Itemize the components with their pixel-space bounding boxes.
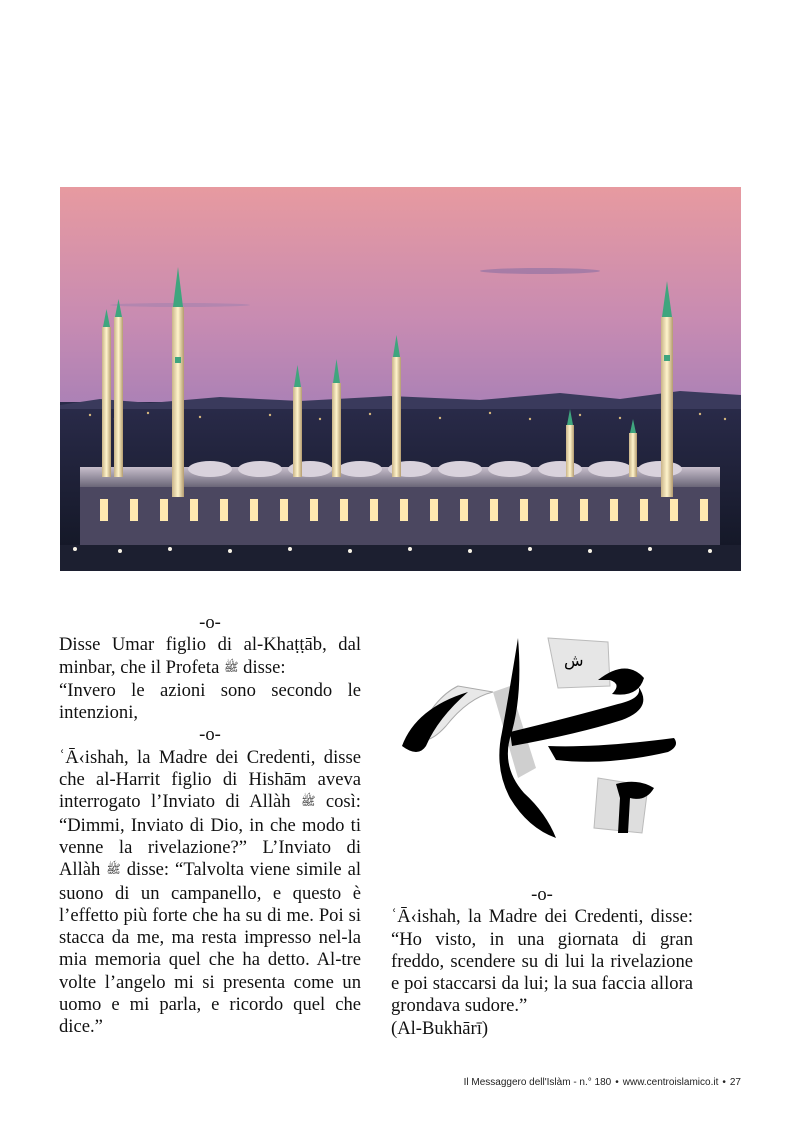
pbuh-symbol: ﷺ — [106, 862, 121, 877]
paragraph: “Invero le azioni sono secondo le intenzioni, — [59, 679, 361, 724]
paragraph: ʿĀ‹ishah, la Madre dei Credenti, disse: “Ho visto, in una giornata di gran freddo, scendere su di lui la rivelazione e poi staccarsi da lui; la sua faccia allora grondava sudore.” — [391, 906, 693, 1017]
separator: -o- — [531, 884, 553, 905]
paragraph: Disse Umar figlio di al-Khaṭṭāb, dal minbar, che il Profeta ﷺ disse: — [59, 634, 361, 678]
paragraph: ʿĀ‹ishah, la Madre dei Credenti, disse che al-Harrit figlio di Hishām aveva interrogato l’Inviato di Allàh ﷺ così: “Dimmi, Inviato di Dio, in che modo ti venne la rivelazione?” L’Inviato di Allàh ﷺ disse: “Talvolta viene simile al suono di un campanello, e questo è l’effetto più forte che ha su di me. Poi si stacca da me, ma resta impresso nel-la mia memoria quel che ha detto. Al-tre volte l’angelo mi si presenta come un uomo e mi parla, e ricordo quel che dice.” — [59, 746, 361, 1038]
source-citation: (Al-Bukhārī) — [391, 1017, 489, 1039]
separator: -o- — [199, 724, 221, 746]
left-column — [59, 612, 361, 1039]
website-link[interactable]: www.centroislamico.it — [622, 1077, 719, 1088]
mosque-photo — [60, 187, 741, 571]
right-column — [391, 884, 693, 1040]
pbuh-symbol: ﷺ — [224, 659, 239, 674]
separator: -o- — [199, 612, 221, 633]
page-number: 27 — [729, 1077, 741, 1088]
svg-text:ش: ش — [564, 651, 584, 670]
magazine-title: Il Messaggero dell'Islàm - n.° 180 — [463, 1077, 612, 1088]
muhammad-calligraphy — [398, 628, 688, 843]
page-footer: Il Messaggero dell'Islàm - n.° 180 • www.centroislamico.it • 27 — [463, 1077, 741, 1088]
pbuh-symbol: ﷺ — [300, 794, 316, 809]
